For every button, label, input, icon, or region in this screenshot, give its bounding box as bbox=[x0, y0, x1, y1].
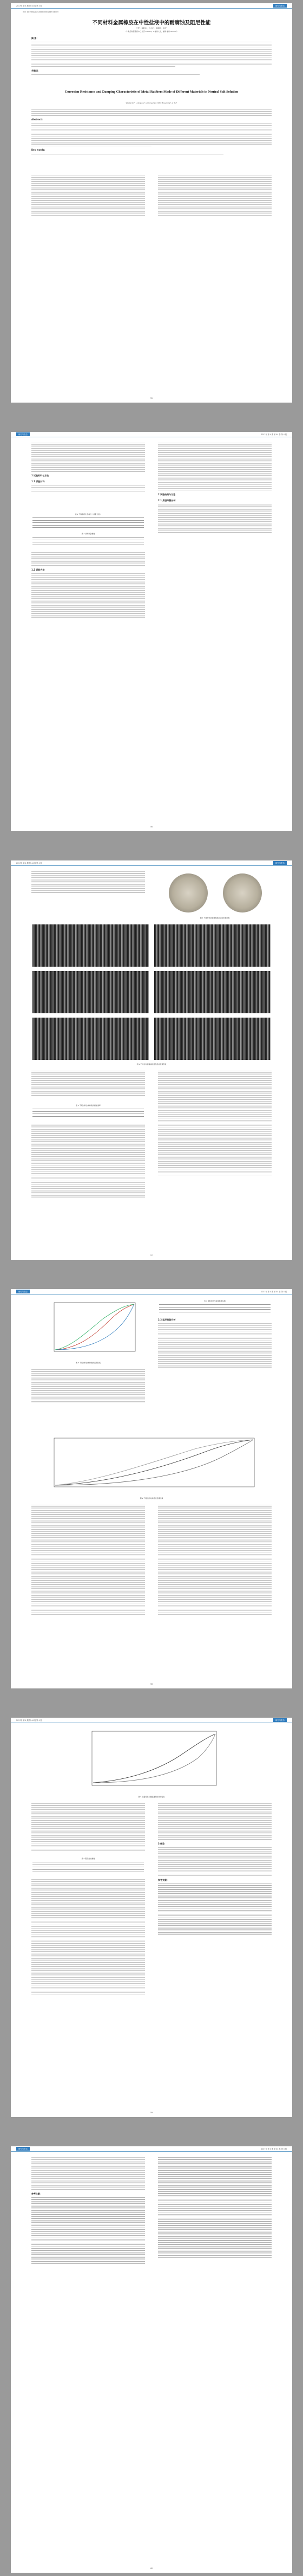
sem-image-d bbox=[154, 971, 271, 1013]
body-col-left-2 bbox=[31, 1879, 145, 1995]
page-number: 57 bbox=[150, 1254, 153, 1257]
section-heading-1-1: 1.1 试验材料 bbox=[31, 480, 45, 483]
journal-issue: 2017年 第 4 期 第 44 卷 第 4 期 bbox=[16, 862, 42, 864]
sem-image-c bbox=[32, 971, 149, 1013]
keywords-cn-label: 关键词： bbox=[31, 69, 40, 72]
body-col-right bbox=[158, 1803, 272, 1935]
authors-en: WANG Qin¹, LI Jing-wei¹, LU Long-han¹, BAO Ming-ming¹, LI Tao² bbox=[126, 102, 177, 104]
table-2-caption: 表 2 试样制备参数 bbox=[81, 533, 95, 535]
journal-issue: 2017年 第 4 期 第 44 卷 第 4 期 bbox=[261, 2148, 287, 2150]
body-col-right bbox=[158, 176, 272, 216]
paper-page-2 bbox=[11, 432, 292, 831]
figure-1-caption: 图 1 不同材料金属橡胶浸泡后的宏观形貌 bbox=[200, 917, 230, 919]
running-header bbox=[11, 860, 292, 866]
table-1 bbox=[32, 517, 144, 530]
paper-page-1 bbox=[11, 3, 292, 403]
abstract-en-label: Abstract: bbox=[31, 118, 43, 121]
body-col-right bbox=[158, 1317, 272, 1368]
page-number: 56 bbox=[150, 826, 153, 828]
section-heading-1: 1 试验材料与方法 bbox=[31, 474, 49, 477]
body-col-left-2 bbox=[31, 1071, 145, 1096]
section-badge: 研究与报告 bbox=[16, 2147, 30, 2151]
journal-issue: 2017年 第 4 期 第 44 卷 第 4 期 bbox=[16, 1719, 42, 1721]
hysteresis-plot-1 bbox=[43, 1300, 141, 1360]
paper-page-4 bbox=[11, 1289, 292, 1688]
running-header bbox=[11, 432, 292, 437]
section-badge: 研究与报告 bbox=[16, 432, 30, 436]
section-badge: 研究与报告 bbox=[273, 1718, 287, 1722]
body-col-right-2 bbox=[158, 1505, 272, 1615]
body-col-left-2 bbox=[31, 1505, 145, 1615]
section-heading-2: 2 试验结果与讨论 bbox=[158, 493, 176, 496]
authors-cn: 王琴¹，李敬伟¹，卢龙汉¹，鲍明明¹，李涛² bbox=[136, 27, 167, 29]
figure-2-caption: 图 2 不同材料金属橡胶浸泡后的微观形貌 bbox=[136, 1063, 167, 1065]
running-header bbox=[11, 2146, 292, 2152]
table-3-caption: 表 3 不同材料金属橡胶的腐蚀速率 bbox=[76, 1104, 101, 1106]
sem-image-e bbox=[32, 1018, 149, 1060]
page-number: 60 bbox=[150, 2567, 153, 2569]
macro-photo-a bbox=[169, 873, 208, 912]
body-col-left-2 bbox=[31, 552, 145, 618]
body-col-left bbox=[31, 1803, 145, 1851]
journal-issue: 2017年 第 4 期 第 44 卷 第 4 期 bbox=[261, 1291, 287, 1293]
section-heading-1-2: 1.2 试验方法 bbox=[31, 568, 45, 571]
paper-title-cn: 不同材料金属橡胶在中性盐液中的耐腐蚀及阻尼性能 bbox=[92, 20, 211, 26]
section-badge: 研究与报告 bbox=[273, 4, 287, 8]
table-5 bbox=[32, 1862, 144, 1874]
section-badge: 研究与报告 bbox=[273, 861, 287, 865]
references-heading: 参考文献： bbox=[31, 2192, 42, 2195]
macro-photo-b bbox=[223, 873, 262, 912]
paper-page-3 bbox=[11, 860, 292, 1260]
page-number: 58 bbox=[150, 1683, 153, 1685]
section-heading-3: 3 结论 bbox=[158, 1842, 165, 1845]
body-col-left bbox=[31, 2157, 145, 2264]
sem-image-f bbox=[154, 1018, 271, 1060]
keywords-en-label: Key words: bbox=[31, 148, 45, 152]
figure-5-caption: 图 5 能量耗散系数随浸泡时间的变化 bbox=[138, 1796, 165, 1798]
body-col-right bbox=[158, 1071, 272, 1175]
table-2 bbox=[32, 537, 144, 547]
running-header bbox=[11, 3, 292, 9]
section-heading-2-2: 2.2 阻尼性能分析 bbox=[158, 1318, 176, 1321]
figure-4-caption: 图 4 不同浸泡时间后的迟滞回线 bbox=[140, 1497, 163, 1499]
table-1-caption: 表 1 不锈钢丝化学成分（质量分数） bbox=[75, 513, 102, 515]
table-4-caption: 表 4 损耗因子与能量耗散系数 bbox=[204, 1300, 226, 1302]
journal-issue: 2017年 第 4 期 第 44 卷 第 4 期 bbox=[261, 433, 287, 436]
table-5-caption: 表 5 阻尼性能参数 bbox=[81, 1857, 95, 1860]
abstract-cn-label: 摘 要： bbox=[31, 37, 39, 40]
body-col-left bbox=[31, 443, 145, 491]
body-col-left bbox=[31, 176, 145, 216]
section-badge: 研究与报告 bbox=[16, 1290, 30, 1293]
body-col-right bbox=[158, 443, 272, 533]
sem-image-a bbox=[32, 924, 149, 967]
body-col-right bbox=[158, 2157, 272, 2258]
body-col-left bbox=[31, 871, 145, 893]
body-col-left-3 bbox=[31, 1124, 145, 1198]
sem-image-b bbox=[154, 924, 271, 967]
paper-title-en: Corrosion Resistance and Damping Characteristic of Metal Rubbers Made of Different Materials in Neutral Salt Solution bbox=[64, 90, 239, 94]
body-col-left bbox=[31, 1369, 145, 1402]
running-header bbox=[11, 1718, 292, 1723]
damping-plot bbox=[81, 1729, 222, 1794]
affiliation-cn: （1.航空物探遥感中心 北京 100083；2.福州大学，福建 福州 350108） bbox=[124, 30, 179, 33]
journal-issue: 2017年 第 4 期 第 44 卷 第 4 期 bbox=[16, 5, 42, 7]
abstract-en bbox=[31, 109, 272, 154]
doi-line: DOI: 10.3969/j.issn.0000-0000.2017.04.003 bbox=[23, 11, 58, 13]
page-number: 59 bbox=[150, 2112, 153, 2114]
hysteresis-plot-2 bbox=[43, 1435, 260, 1495]
running-header bbox=[11, 1289, 292, 1295]
abstract-cn bbox=[31, 36, 272, 75]
table-4 bbox=[159, 1304, 271, 1314]
references-heading: 参考文献： bbox=[158, 1878, 169, 1881]
table-3 bbox=[32, 1109, 144, 1118]
page-number: 55 bbox=[150, 397, 153, 399]
section-heading-2-1: 2.1 腐蚀形貌分析 bbox=[158, 499, 176, 502]
paper-page-5 bbox=[11, 1718, 292, 2117]
figure-3-caption: 图 3 不同材料金属橡胶的迟滞回线 bbox=[76, 1362, 101, 1364]
paper-page-6 bbox=[11, 2146, 292, 2573]
